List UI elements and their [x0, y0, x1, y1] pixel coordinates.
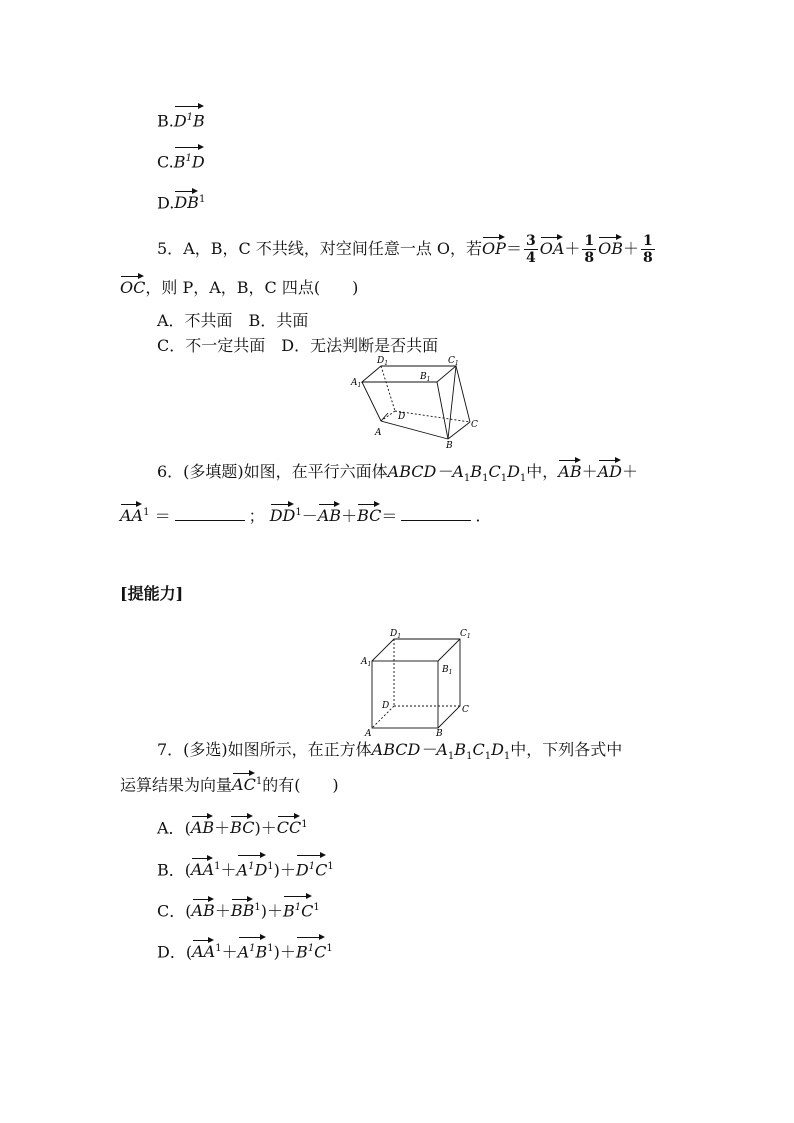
fig2-label-b: B	[436, 729, 443, 738]
question-5-choices-ab: A．不共面 B．共面	[157, 311, 309, 330]
vector-aa1: AA	[120, 506, 144, 526]
fraction-1-8-b: $\frac{1}{8}$	[643, 233, 653, 266]
fig1-label-b1: $B_1$	[420, 372, 431, 383]
option-d: $D.DB^1$	[157, 193, 206, 213]
fig1-label-a: A	[375, 428, 382, 438]
fig2-label-a: A	[365, 729, 372, 738]
answer-blank-2[interactable]	[401, 506, 471, 521]
question-6-line-2: $AA^1$ ＝ ； $DD^1-AB+BC=$ .	[120, 506, 481, 526]
cube-figure	[360, 628, 475, 738]
section-heading: [提能力]	[120, 584, 184, 603]
fig2-label-d1: $D_1$	[390, 629, 402, 640]
answer-blank-1[interactable]	[175, 506, 245, 521]
question-7-option-d: D．$(AA^1+A^1B^1)+B^1C^1$	[157, 939, 333, 962]
fig1-label-d: D	[398, 412, 406, 422]
fig1-label-c: C	[471, 420, 478, 430]
vector-ob: OB	[598, 239, 624, 258]
fig2-label-c1: $C_1$	[460, 629, 471, 640]
question-7-option-c: C．$(AB+BB^1)+B^1C^1$	[157, 898, 320, 921]
fig1-label-b: B	[446, 441, 453, 450]
vector-bc: BC	[357, 506, 382, 526]
question-7-line-2: 运算结果为向量$AC^1$的有( )	[120, 775, 339, 795]
vector-oa: OA	[539, 239, 565, 258]
fig2-label-b1: $B_1$	[442, 665, 453, 676]
fig1-label-c1: $C_1$	[448, 356, 459, 367]
vector-d1b: $D^1B$	[174, 108, 205, 131]
question-5-line-2: OC，则 P，A，B，C 四点( )	[120, 278, 359, 297]
vector-b1d: $B^1D$	[174, 149, 205, 172]
vector-ad: AD	[597, 462, 622, 481]
question-5-line-1: 5．A，B，C 不共线，对空间任意一点 O，若OP＝ $\frac{3}{4}$ OA＋ $\frac{1}{8}$ OB＋ $\frac{1}{8}$	[157, 233, 653, 266]
question-6-line-1: 6．(多填题)如图，在平行六面体$ABCD-A_1B_1C_1D_1$中，AB＋AD＋	[157, 462, 639, 485]
fig1-label-a1: $A_1$	[351, 378, 362, 389]
question-7-option-b: B．$(AA^1+A^1D^1)+D^1C^1$	[157, 857, 334, 880]
fig2-label-d: D	[382, 701, 390, 711]
vector-dd1: DD	[269, 506, 296, 526]
question-7-option-a: A．$(AB+BC)+CC^1$	[157, 818, 308, 838]
vector-db1: DB	[174, 193, 199, 213]
vector-ab-2: AB	[317, 506, 342, 526]
fig2-label-a1: $A_1$	[361, 657, 372, 668]
fraction-3-4: $\frac{3}{4}$	[525, 233, 536, 266]
parallelepiped-figure	[350, 355, 485, 450]
question-5-choices-cd: C．不一定共面 D．无法判断是否共面	[157, 336, 439, 355]
vector-op: OP	[482, 239, 506, 258]
fig1-label-d1: $D_1$	[377, 356, 389, 367]
question-7-line-1: 7．(多选)如图所示，在正方体$ABCD-A_1B_1C_1D_1$中，下列各式中	[157, 740, 623, 763]
vector-ac1: AC	[232, 775, 256, 795]
fig2-label-c: C	[462, 705, 469, 715]
option-c: $C.B^1D$	[157, 149, 205, 172]
fraction-1-8-a: $\frac{1}{8}$	[584, 233, 595, 266]
option-b: $B.D^1B$	[157, 108, 205, 131]
vector-ab: AB	[558, 462, 582, 481]
vector-oc: OC	[120, 278, 146, 297]
